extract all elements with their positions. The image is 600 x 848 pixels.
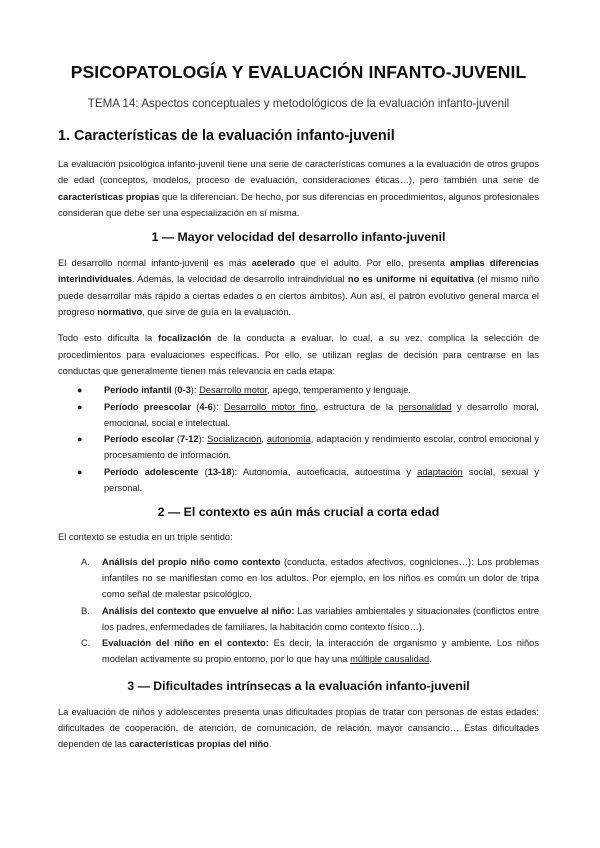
list-item: ● Período infantil (0-3): Desarrollo motor, apego, temperamento y lenguaje. — [58, 382, 539, 398]
subsection-heading-3: 3 — Dificultades intrínsecas a la evaluación infanto-juvenil — [127, 678, 470, 693]
bullet-icon: ● — [77, 385, 83, 396]
list-marker: C. — [81, 638, 91, 649]
bullet-icon: ● — [77, 401, 83, 412]
period-list — [58, 382, 539, 496]
list-item: ● Período escolar (7-12): Socialización, autonomía, adaptación y rendimiento escolar, control emocional y procesamiento de información. — [58, 431, 539, 464]
bullet-icon: ● — [77, 466, 83, 477]
list-item: C. Evaluación del niño en el contexto: Es decir, la interacción de organismo y ambiente. Los niños modelan activamente su propio entorno, por lo que hay una múltiple causalidad. — [58, 635, 539, 668]
section-intro-paragraph: La evaluación psicológica infanto-juvenil tiene una serie de características comunes a la evaluación de otros grupos de edad (conceptos, modelos, proceso de evaluación, consideraciones éticas…), pero también una serie de características propias que la diferencian. De hecho, por sus diferencias en procedimientos, algunos profesionales consideran que debe ser una especialización en sí misma. — [58, 159, 539, 218]
subsection-heading-2: 2 — El contexto es aún más crucial a corta edad — [157, 505, 440, 520]
context-list — [58, 554, 539, 668]
document-title: PSICOPATOLOGÍA Y EVALUACIÓN INFANTO-JUVENIL — [70, 62, 527, 82]
paragraph: El contexto se estudia en un triple sentido: — [58, 532, 233, 543]
document-subtitle: TEMA 14: Aspectos conceptuales y metodológicos de la evaluación infanto-juvenil — [87, 97, 510, 110]
paragraph: El desarrollo normal infanto-juvenil es más acelerado que el adulto. Por ello, presenta amplias diferencias interindividuales. Además, la velocidad de desarrollo intraindividual no es uniforme ni equitativa (el mismo niño puede desarrollar más rápido a ciertas edades o en ciertos ámbitos). Aun así, el patrón evolutivo general marca el progreso normativo, que sirve de guía en la evaluación. — [58, 258, 540, 318]
paragraph: La evaluación de niños y adolescentes presenta unas dificultades propias de tratar con personas de estas edades: dificultades de cooperación, de atención, de comunicación, de relación, mayor cansancio… Estas dificultades dependen de las características propias del niño. — [58, 706, 539, 750]
list-item: ● Período preescolar (4-6): Desarrollo motor fino, estructura de la personalidad y desarrollo moral, emocional, social e intelectual. — [58, 399, 539, 432]
subsection-heading-1: 1 — Mayor velocidad del desarrollo infanto-juvenil — [151, 230, 446, 245]
list-item: A. Análisis del propio niño como contexto (conducta, estados afectivos, cogniciones…): Los problemas infantiles no se manifiestan como en los adultos. Por ejemplo, en los niños es común un dolor de tripa como señal de malestar psicológico. — [58, 554, 539, 603]
bullet-icon: ● — [77, 434, 83, 445]
list-item: B. Análisis del contexto que envuelve al niño: Las variables ambientales y situacionales (conflictos entre los padres, enfermedades de familiares, la habitación como contexto físico…). — [58, 603, 539, 636]
paragraph: Todo esto dificulta la focalización de la conducta a evaluar, lo cual, a su vez, complica la selección de procedimientos para evaluaciones específicas. Por ello, se utilizan reglas de decisión para centrarse en las conductas que generalmente tienen más relevancia en cada etapa: — [58, 333, 539, 376]
list-item: ● Período adolescente (13-18): Autonomía, autoeficacia, autoestima y adaptación social, sexual y personal. — [58, 464, 539, 497]
list-marker: A. — [81, 556, 90, 567]
section-heading: 1. Características de la evaluación infanto-juvenil — [58, 128, 395, 144]
list-marker: B. — [81, 605, 90, 616]
